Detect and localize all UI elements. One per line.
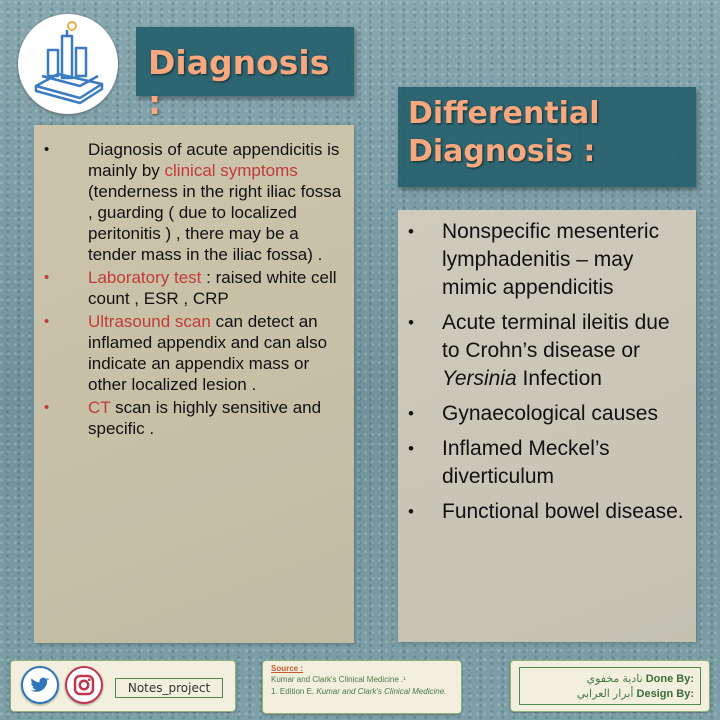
source-line-2-italic: Kumar and Clark's Clinical Medicine.: [316, 687, 447, 696]
source-label: Source :: [271, 664, 304, 673]
design-by-label: Design By:: [636, 688, 694, 700]
bullet-icon: •: [408, 222, 414, 241]
item-text: Nonspecific mesenteric lymphadenitis – may mimic appendicitis: [442, 220, 660, 299]
differential-title-line2: Diagnosis :: [408, 134, 596, 170]
diagnosis-title-box: [136, 27, 354, 122]
list-item: [408, 400, 688, 428]
done-by-name: نادية مخفوي: [586, 673, 643, 685]
item-text-post: can detect an inflamed appendix and can also indicate an appendix mass or other localized lesion .: [88, 312, 328, 394]
list-item: [408, 309, 688, 393]
diagnosis-list: [44, 139, 344, 441]
item-text: Gynaecological causes: [442, 402, 658, 425]
logo: [18, 14, 118, 114]
bullet-icon: •: [44, 141, 50, 158]
item-text-post: scan is highly sensitive and specific .: [88, 398, 322, 438]
differential-list: [408, 218, 688, 533]
social-handle[interactable]: Notes_project: [115, 678, 223, 698]
source-line-2: [271, 687, 457, 697]
source-box: [262, 660, 462, 714]
list-item: [408, 218, 688, 302]
item-italic: Yersinia: [442, 367, 517, 390]
item-text-post: : raised white cell count , ESR , CRP: [88, 268, 337, 308]
item-highlight: CT: [88, 398, 111, 417]
design-by-row: [577, 687, 694, 700]
list-item: [44, 267, 344, 309]
source-line-1: Kumar and Clark's Clinical Medicine .¹: [271, 675, 406, 684]
item-highlight: Laboratory test: [88, 268, 202, 287]
source-line-2-text: 1. Edition E.: [271, 687, 317, 696]
instagram-icon[interactable]: [65, 666, 103, 704]
design-by-name: أبرار العرابي: [576, 688, 634, 700]
diagnosis-title: Diagnosis :: [148, 43, 330, 122]
list-item: [408, 498, 688, 526]
credits-frame: [519, 667, 701, 705]
item-text: Acute terminal ileitis due to Crohn’s disease or: [442, 311, 670, 362]
bullet-icon: •: [408, 404, 414, 423]
bullet-icon: •: [44, 269, 50, 286]
bullet-icon: •: [408, 439, 414, 458]
list-item: [44, 397, 344, 439]
differential-title-box: [398, 87, 696, 187]
bullet-icon: •: [44, 313, 50, 330]
twitter-icon[interactable]: [21, 666, 59, 704]
item-text: Diagnosis of acute appendicitis is mainly by: [88, 140, 340, 180]
done-by-row: [586, 672, 694, 685]
list-item: [44, 311, 344, 395]
item-text-after: Infection: [516, 367, 602, 390]
diagnosis-panel: [34, 125, 354, 643]
building-books-icon: [18, 14, 118, 114]
differential-title-line1: Differential: [408, 96, 600, 131]
list-item: [408, 435, 688, 491]
item-text-post: (tenderness in the right iliac fossa , guarding ( due to localized peritonitis ) , there may be a tender mass in the iliac fossa) .: [88, 182, 342, 264]
list-item: [44, 139, 344, 265]
done-by-label: Done By:: [645, 673, 694, 685]
item-highlight: Ultrasound scan: [88, 312, 211, 331]
differential-panel: [398, 210, 696, 642]
item-text: Inflamed Meckel’s diverticulum: [442, 437, 610, 488]
bullet-icon: •: [408, 502, 414, 521]
item-text: Functional bowel disease.: [442, 500, 684, 523]
differential-title: [408, 95, 688, 172]
bullet-icon: •: [408, 313, 414, 332]
item-highlight: clinical symptoms: [164, 161, 298, 180]
social-box: [10, 660, 236, 712]
credits-box: [510, 660, 710, 712]
bullet-icon: •: [44, 399, 50, 416]
